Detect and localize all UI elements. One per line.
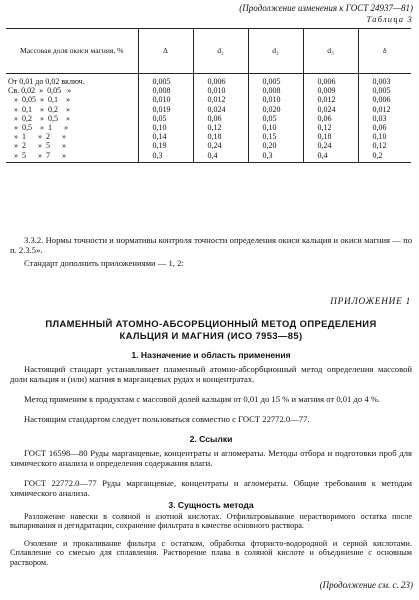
range-cell: » 0,5 » 1 » xyxy=(8,123,68,133)
continuation-header: (Продолжение изменения к ГОСТ 24937—81) xyxy=(239,3,413,13)
value-cell: 0,3 xyxy=(248,151,303,163)
value-cell: 0,024 xyxy=(193,105,248,114)
range-cell: » 0,2 » 0,5 » xyxy=(8,113,70,123)
paragraph-supplement: Стандарт дополнить приложениями — 1, 2: xyxy=(24,258,184,268)
value-cell: 0,012 xyxy=(303,95,358,104)
section-3-paragraph-1: Разложение навески в соляной и азотной кислотах. Отфильтровывание нерастворимого остатка после выпаривания и дегидратации, сохранение фильтрата в качестве основного раствора. xyxy=(10,512,412,531)
col-header-d2: d₂ xyxy=(193,29,248,74)
range-cell: » 5 » 7 » xyxy=(6,151,138,163)
range-cell: От 0,01 до 0,02 включ. xyxy=(8,77,85,86)
col-header-d2-second: d₂ xyxy=(248,29,303,74)
table-row xyxy=(6,74,411,87)
value-cell: 0,009 xyxy=(303,86,358,95)
col-header-sigma: δ xyxy=(358,29,411,74)
table-row xyxy=(6,132,411,141)
value-cell: 0,4 xyxy=(193,151,248,163)
value-cell: 0,18 xyxy=(303,132,358,141)
value-cell: 0,006 xyxy=(358,95,411,104)
appendix-title-line-1: ПЛАМЕННЫЙ АТОМНО-АБСОРБЦИОННЫЙ МЕТОД ОПРЕДЕЛЕНИЯ xyxy=(45,318,377,329)
table-row xyxy=(6,151,411,163)
table-row xyxy=(6,95,411,104)
range-cell: » 0,1 » 0,2 » xyxy=(8,104,70,114)
value-cell: 0,10 xyxy=(358,132,411,141)
value-cell: 0,12 xyxy=(193,123,248,132)
value-cell: 0,024 xyxy=(303,105,358,114)
table-row xyxy=(6,86,411,95)
section-2-paragraph-2: ГОСТ 22772.0—77 Руды марганцевые, концентраты и агломераты. Общие требования к методам химического анализа. xyxy=(10,478,412,498)
value-cell: 0,10 xyxy=(248,123,303,132)
section-3-heading: 3. Сущность метода xyxy=(168,500,254,510)
table-3 xyxy=(6,28,411,163)
table-row xyxy=(6,114,411,123)
range-cell: » 2 » 5 » xyxy=(8,141,66,151)
value-cell: 0,20 xyxy=(248,141,303,150)
value-cell: 0,4 xyxy=(303,151,358,163)
col-header-mass-fraction: Массовая доля окиси магния, % xyxy=(6,29,138,74)
value-cell: 0,005 xyxy=(138,74,193,87)
value-cell: 0,010 xyxy=(193,86,248,95)
value-cell: 0,03 xyxy=(358,114,411,123)
range-cell: » 0,05 » 0,1 » xyxy=(8,95,70,105)
col-header-delta: Δ xyxy=(138,29,193,74)
table-header-row xyxy=(6,29,411,74)
table-row xyxy=(6,141,411,150)
value-cell: 0,18 xyxy=(193,132,248,141)
paragraph-3-3-2: 3.3.2. Нормы точности и нормативы контроля точности определения окиси кальция и окиси магния — по п. 2.3.5». xyxy=(10,235,412,255)
value-cell: 0,003 xyxy=(358,74,411,87)
value-cell: 0,2 xyxy=(358,151,411,163)
value-cell: 0,008 xyxy=(138,86,193,95)
range-cell: Св. 0,02 » 0,05 » xyxy=(8,86,72,96)
appendix-title-line-2: КАЛЬЦИЯ И МАГНИЯ (ИСО 7953—85) xyxy=(119,330,303,341)
table-row xyxy=(6,105,411,114)
section-1-heading: 1. Назначение и область применения xyxy=(131,350,291,360)
value-cell: 0,008 xyxy=(248,86,303,95)
value-cell: 0,19 xyxy=(138,141,193,150)
value-cell: 0,005 xyxy=(358,86,411,95)
value-cell: 0,005 xyxy=(248,74,303,87)
value-cell: 0,006 xyxy=(303,74,358,87)
table-row xyxy=(6,123,411,132)
section-2-paragraph-1: ГОСТ 16598—80 Руды марганцевые, концентраты и агломераты. Методы отбора и подготовки проб для химического анализа и определения содержания влаги. xyxy=(10,448,412,468)
appendix-label: ПРИЛОЖЕНИЕ 1 xyxy=(330,296,411,306)
value-cell: 0,05 xyxy=(138,114,193,123)
value-cell: 0,012 xyxy=(193,95,248,104)
appendix-title xyxy=(10,318,412,342)
col-header-dk: d₃ xyxy=(303,29,358,74)
value-cell: 0,012 xyxy=(358,105,411,114)
value-cell: 0,006 xyxy=(193,74,248,87)
value-cell: 0,010 xyxy=(138,95,193,104)
value-cell: 0,020 xyxy=(248,105,303,114)
value-cell: 0,24 xyxy=(193,141,248,150)
value-cell: 0,15 xyxy=(248,132,303,141)
value-cell: 0,06 xyxy=(358,123,411,132)
value-cell: 0,010 xyxy=(248,95,303,104)
value-cell: 0,10 xyxy=(138,123,193,132)
section-1-paragraph-3: Настоящим стандартом следует пользоваться совместно с ГОСТ 22772.0—77. xyxy=(24,414,310,424)
value-cell: 0,06 xyxy=(193,114,248,123)
section-3-paragraph-2: Озоление и прокаливание фильтра с остатком, обработка фтористо-водородной и серной кислотами. Сплавление со смесью для сплавления. Растворение плава в соляной кислоте и объединение с основным раствором. xyxy=(10,539,412,567)
section-2-heading: 2. Ссылки xyxy=(189,434,233,444)
value-cell: 0,14 xyxy=(138,132,193,141)
range-cell: » 1 » 2 » xyxy=(8,132,66,142)
value-cell: 0,019 xyxy=(138,105,193,114)
value-cell: 0,3 xyxy=(138,151,193,163)
value-cell: 0,12 xyxy=(358,141,411,150)
continuation-footer: (Продолжение см. с. 23) xyxy=(319,580,413,590)
value-cell: 0,12 xyxy=(303,123,358,132)
section-1-paragraph-1: Настоящий стандарт устанавливает пламенный атомно-абсорбционный метод определения массовой доли кальция и (или) магния в марганцевых рудах и концентратах. xyxy=(10,364,412,384)
value-cell: 0,06 xyxy=(303,114,358,123)
value-cell: 0,05 xyxy=(248,114,303,123)
section-1-paragraph-2: Метод применим к продуктам с массовой долей кальция от 0,01 до 15 % и магния от 0,01 до 4 %. xyxy=(24,394,381,404)
value-cell: 0,24 xyxy=(303,141,358,150)
table-label: Таблица 3 xyxy=(366,14,413,24)
